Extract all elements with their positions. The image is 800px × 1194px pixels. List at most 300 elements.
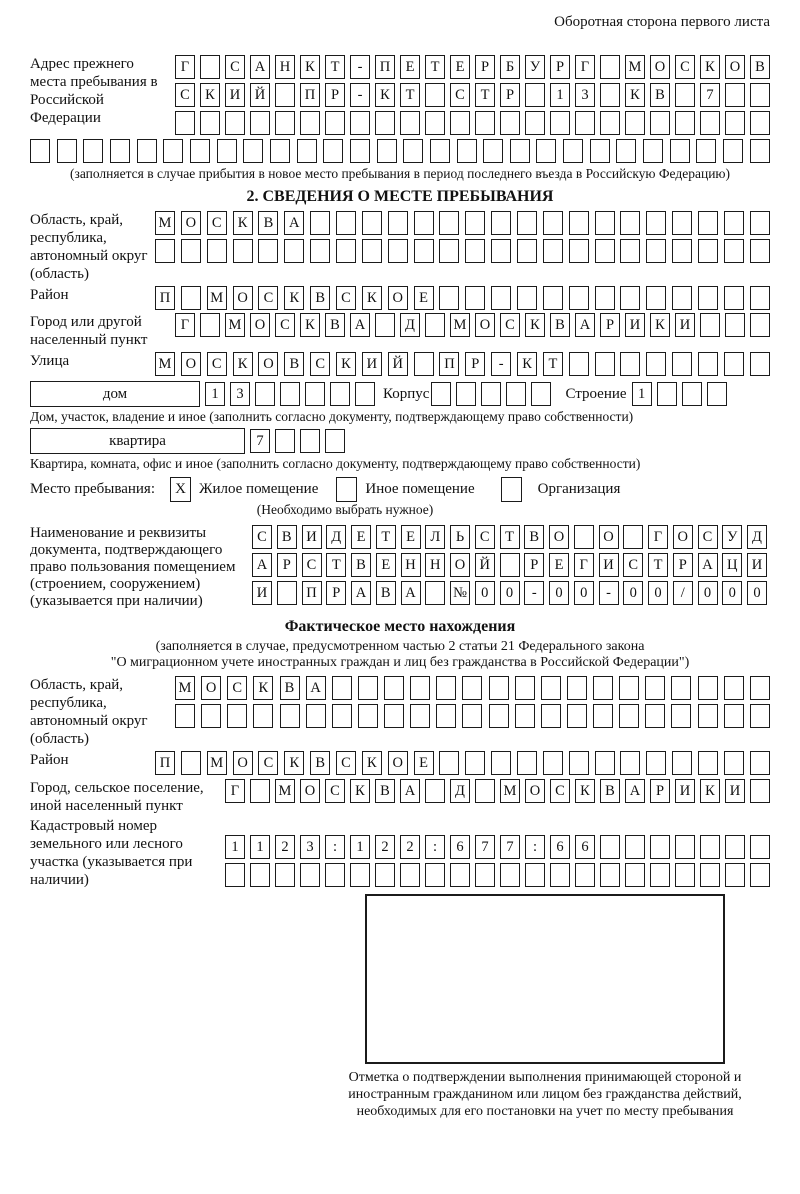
- char-cell[interactable]: [137, 139, 157, 163]
- char-cell[interactable]: [723, 139, 743, 163]
- char-cell[interactable]: [300, 111, 320, 135]
- char-cell[interactable]: [201, 704, 221, 728]
- char-cell[interactable]: [543, 751, 563, 775]
- char-cell[interactable]: 1: [205, 382, 225, 406]
- char-cell[interactable]: [277, 581, 297, 605]
- char-cell[interactable]: [698, 239, 718, 263]
- char-cell[interactable]: [375, 111, 395, 135]
- char-cell[interactable]: [491, 286, 511, 310]
- char-cell[interactable]: О: [450, 553, 470, 577]
- char-cell[interactable]: О: [388, 286, 408, 310]
- char-cell[interactable]: [724, 676, 744, 700]
- char-cell[interactable]: 3: [300, 835, 320, 859]
- char-cell[interactable]: А: [400, 779, 420, 803]
- char-cell[interactable]: [698, 211, 718, 235]
- char-cell[interactable]: В: [310, 286, 330, 310]
- char-cell[interactable]: [750, 779, 770, 803]
- char-cell[interactable]: [431, 382, 451, 406]
- char-cell[interactable]: [489, 676, 509, 700]
- char-cell[interactable]: [750, 863, 770, 887]
- char-cell[interactable]: К: [362, 751, 382, 775]
- checkbox-other-premises[interactable]: [336, 477, 357, 502]
- char-cell[interactable]: -: [524, 581, 544, 605]
- char-cell[interactable]: [675, 835, 695, 859]
- char-cell[interactable]: И: [675, 313, 695, 337]
- char-cell[interactable]: Г: [648, 525, 668, 549]
- char-cell[interactable]: [698, 751, 718, 775]
- char-cell[interactable]: [670, 139, 690, 163]
- char-cell[interactable]: С: [252, 525, 272, 549]
- char-cell[interactable]: С: [258, 751, 278, 775]
- char-cell[interactable]: 1: [250, 835, 270, 859]
- char-cell[interactable]: Е: [400, 55, 420, 79]
- char-cell[interactable]: [225, 111, 245, 135]
- char-cell[interactable]: Е: [450, 55, 470, 79]
- char-cell[interactable]: 2: [275, 835, 295, 859]
- char-cell[interactable]: Т: [325, 55, 345, 79]
- char-cell[interactable]: К: [253, 676, 273, 700]
- char-cell[interactable]: [517, 239, 537, 263]
- char-cell[interactable]: [750, 352, 770, 376]
- char-cell[interactable]: [388, 239, 408, 263]
- char-cell[interactable]: [462, 704, 482, 728]
- char-cell[interactable]: [300, 863, 320, 887]
- char-cell[interactable]: [462, 676, 482, 700]
- char-cell[interactable]: [750, 286, 770, 310]
- char-cell[interactable]: С: [500, 313, 520, 337]
- char-cell[interactable]: [275, 111, 295, 135]
- char-cell[interactable]: [750, 211, 770, 235]
- char-cell[interactable]: [646, 286, 666, 310]
- char-cell[interactable]: [181, 239, 201, 263]
- char-cell[interactable]: Е: [549, 553, 569, 577]
- char-cell[interactable]: 6: [575, 835, 595, 859]
- char-cell[interactable]: [375, 313, 395, 337]
- char-cell[interactable]: 0: [747, 581, 767, 605]
- char-cell[interactable]: [358, 676, 378, 700]
- char-cell[interactable]: [671, 676, 691, 700]
- char-cell[interactable]: [325, 429, 345, 453]
- char-cell[interactable]: Е: [414, 751, 434, 775]
- char-cell[interactable]: [675, 111, 695, 135]
- char-cell[interactable]: Г: [175, 55, 195, 79]
- char-cell[interactable]: Й: [388, 352, 408, 376]
- char-cell[interactable]: [250, 779, 270, 803]
- char-cell[interactable]: [698, 704, 718, 728]
- char-cell[interactable]: [336, 239, 356, 263]
- char-cell[interactable]: :: [525, 835, 545, 859]
- char-cell[interactable]: [543, 211, 563, 235]
- char-cell[interactable]: П: [155, 286, 175, 310]
- char-cell[interactable]: О: [233, 286, 253, 310]
- char-cell[interactable]: К: [336, 352, 356, 376]
- char-cell[interactable]: [563, 139, 583, 163]
- char-cell[interactable]: С: [336, 751, 356, 775]
- char-cell[interactable]: К: [284, 751, 304, 775]
- char-cell[interactable]: [253, 704, 273, 728]
- char-cell[interactable]: [541, 704, 561, 728]
- char-cell[interactable]: -: [599, 581, 619, 605]
- char-cell[interactable]: К: [300, 313, 320, 337]
- char-cell[interactable]: [297, 139, 317, 163]
- char-cell[interactable]: [163, 139, 183, 163]
- char-cell[interactable]: У: [525, 55, 545, 79]
- char-cell[interactable]: Е: [401, 525, 421, 549]
- char-cell[interactable]: [425, 779, 445, 803]
- char-cell[interactable]: [217, 139, 237, 163]
- char-cell[interactable]: И: [302, 525, 322, 549]
- char-cell[interactable]: [672, 211, 692, 235]
- char-cell[interactable]: [750, 239, 770, 263]
- char-cell[interactable]: 0: [722, 581, 742, 605]
- char-cell[interactable]: Т: [648, 553, 668, 577]
- char-cell[interactable]: [724, 751, 744, 775]
- char-cell[interactable]: [619, 704, 639, 728]
- char-cell[interactable]: [325, 111, 345, 135]
- char-cell[interactable]: М: [450, 313, 470, 337]
- char-cell[interactable]: В: [650, 83, 670, 107]
- char-cell[interactable]: Е: [376, 553, 396, 577]
- char-cell[interactable]: [725, 863, 745, 887]
- char-cell[interactable]: К: [700, 55, 720, 79]
- char-cell[interactable]: [233, 239, 253, 263]
- char-cell[interactable]: [510, 139, 530, 163]
- char-cell[interactable]: 7: [250, 429, 270, 453]
- char-cell[interactable]: 6: [450, 835, 470, 859]
- char-cell[interactable]: О: [201, 676, 221, 700]
- char-cell[interactable]: О: [475, 313, 495, 337]
- char-cell[interactable]: К: [650, 313, 670, 337]
- char-cell[interactable]: [414, 352, 434, 376]
- char-cell[interactable]: [414, 239, 434, 263]
- char-cell[interactable]: Л: [425, 525, 445, 549]
- char-cell[interactable]: [491, 751, 511, 775]
- char-cell[interactable]: [500, 111, 520, 135]
- char-cell[interactable]: [750, 111, 770, 135]
- char-cell[interactable]: [595, 286, 615, 310]
- char-cell[interactable]: [672, 286, 692, 310]
- char-cell[interactable]: [436, 704, 456, 728]
- checkbox-residential[interactable]: X: [170, 477, 191, 502]
- char-cell[interactable]: А: [625, 779, 645, 803]
- char-cell[interactable]: [643, 139, 663, 163]
- char-cell[interactable]: [57, 139, 77, 163]
- char-cell[interactable]: И: [225, 83, 245, 107]
- char-cell[interactable]: С: [336, 286, 356, 310]
- char-cell[interactable]: П: [155, 751, 175, 775]
- char-cell[interactable]: [491, 239, 511, 263]
- char-cell[interactable]: Р: [277, 553, 297, 577]
- char-cell[interactable]: [483, 139, 503, 163]
- char-cell[interactable]: Ц: [722, 553, 742, 577]
- char-cell[interactable]: [543, 239, 563, 263]
- char-cell[interactable]: [675, 863, 695, 887]
- char-cell[interactable]: Т: [400, 83, 420, 107]
- char-cell[interactable]: [83, 139, 103, 163]
- char-cell[interactable]: В: [277, 525, 297, 549]
- char-cell[interactable]: В: [375, 779, 395, 803]
- char-cell[interactable]: [225, 863, 245, 887]
- char-cell[interactable]: [362, 211, 382, 235]
- char-cell[interactable]: С: [227, 676, 247, 700]
- char-cell[interactable]: [330, 382, 350, 406]
- char-cell[interactable]: [275, 83, 295, 107]
- char-cell[interactable]: [700, 835, 720, 859]
- char-cell[interactable]: [350, 863, 370, 887]
- char-cell[interactable]: [569, 239, 589, 263]
- char-cell[interactable]: [616, 139, 636, 163]
- char-cell[interactable]: [280, 704, 300, 728]
- char-cell[interactable]: М: [155, 211, 175, 235]
- char-cell[interactable]: [541, 676, 561, 700]
- char-cell[interactable]: О: [258, 352, 278, 376]
- char-cell[interactable]: И: [599, 553, 619, 577]
- char-cell[interactable]: И: [252, 581, 272, 605]
- char-cell[interactable]: [439, 211, 459, 235]
- char-cell[interactable]: [250, 863, 270, 887]
- char-cell[interactable]: [323, 139, 343, 163]
- char-cell[interactable]: [517, 286, 537, 310]
- char-cell[interactable]: [325, 863, 345, 887]
- char-cell[interactable]: [682, 382, 702, 406]
- char-cell[interactable]: Р: [673, 553, 693, 577]
- char-cell[interactable]: 1: [225, 835, 245, 859]
- char-cell[interactable]: [362, 239, 382, 263]
- char-cell[interactable]: [646, 239, 666, 263]
- char-cell[interactable]: [350, 139, 370, 163]
- char-cell[interactable]: С: [175, 83, 195, 107]
- char-cell[interactable]: [465, 239, 485, 263]
- char-cell[interactable]: [388, 211, 408, 235]
- char-cell[interactable]: [403, 139, 423, 163]
- char-cell[interactable]: 7: [700, 83, 720, 107]
- char-cell[interactable]: [724, 286, 744, 310]
- char-cell[interactable]: [531, 382, 551, 406]
- char-cell[interactable]: [384, 676, 404, 700]
- char-cell[interactable]: [698, 676, 718, 700]
- char-cell[interactable]: Е: [414, 286, 434, 310]
- char-cell[interactable]: [575, 863, 595, 887]
- char-cell[interactable]: [575, 111, 595, 135]
- char-cell[interactable]: Й: [475, 553, 495, 577]
- char-cell[interactable]: [625, 863, 645, 887]
- char-cell[interactable]: [306, 704, 326, 728]
- char-cell[interactable]: [567, 676, 587, 700]
- checkbox-organization[interactable]: [501, 477, 522, 502]
- char-cell[interactable]: П: [300, 83, 320, 107]
- char-cell[interactable]: М: [225, 313, 245, 337]
- char-cell[interactable]: [750, 676, 770, 700]
- char-cell[interactable]: Р: [475, 55, 495, 79]
- char-cell[interactable]: Б: [500, 55, 520, 79]
- char-cell[interactable]: :: [425, 835, 445, 859]
- char-cell[interactable]: [305, 382, 325, 406]
- char-cell[interactable]: С: [207, 211, 227, 235]
- char-cell[interactable]: 0: [648, 581, 668, 605]
- char-cell[interactable]: [481, 382, 501, 406]
- char-cell[interactable]: 2: [400, 835, 420, 859]
- char-cell[interactable]: О: [388, 751, 408, 775]
- char-cell[interactable]: [620, 352, 640, 376]
- char-cell[interactable]: М: [207, 751, 227, 775]
- char-cell[interactable]: Т: [475, 83, 495, 107]
- char-cell[interactable]: [569, 751, 589, 775]
- char-cell[interactable]: [750, 751, 770, 775]
- char-cell[interactable]: В: [310, 751, 330, 775]
- char-cell[interactable]: К: [300, 55, 320, 79]
- char-cell[interactable]: [243, 139, 263, 163]
- char-cell[interactable]: П: [375, 55, 395, 79]
- char-cell[interactable]: О: [300, 779, 320, 803]
- char-cell[interactable]: [750, 83, 770, 107]
- char-cell[interactable]: [425, 581, 445, 605]
- char-cell[interactable]: [724, 211, 744, 235]
- char-cell[interactable]: С: [475, 525, 495, 549]
- char-cell[interactable]: В: [258, 211, 278, 235]
- char-cell[interactable]: [207, 239, 227, 263]
- char-cell[interactable]: [698, 352, 718, 376]
- char-cell[interactable]: К: [362, 286, 382, 310]
- char-cell[interactable]: [200, 111, 220, 135]
- char-cell[interactable]: 0: [475, 581, 495, 605]
- char-cell[interactable]: [517, 751, 537, 775]
- char-cell[interactable]: [672, 352, 692, 376]
- char-cell[interactable]: К: [700, 779, 720, 803]
- char-cell[interactable]: №: [450, 581, 470, 605]
- char-cell[interactable]: [350, 111, 370, 135]
- char-cell[interactable]: [258, 239, 278, 263]
- char-cell[interactable]: И: [625, 313, 645, 337]
- char-cell[interactable]: Р: [500, 83, 520, 107]
- char-cell[interactable]: К: [375, 83, 395, 107]
- char-cell[interactable]: [355, 382, 375, 406]
- char-cell[interactable]: О: [233, 751, 253, 775]
- char-cell[interactable]: [200, 313, 220, 337]
- char-cell[interactable]: [255, 382, 275, 406]
- char-cell[interactable]: [436, 676, 456, 700]
- char-cell[interactable]: [475, 779, 495, 803]
- char-cell[interactable]: [600, 55, 620, 79]
- char-cell[interactable]: [725, 83, 745, 107]
- char-cell[interactable]: [725, 835, 745, 859]
- char-cell[interactable]: [465, 286, 485, 310]
- char-cell[interactable]: О: [250, 313, 270, 337]
- char-cell[interactable]: [600, 863, 620, 887]
- char-cell[interactable]: [506, 382, 526, 406]
- char-cell[interactable]: А: [250, 55, 270, 79]
- char-cell[interactable]: С: [225, 55, 245, 79]
- char-cell[interactable]: [620, 751, 640, 775]
- char-cell[interactable]: С: [675, 55, 695, 79]
- char-cell[interactable]: [517, 211, 537, 235]
- char-cell[interactable]: [600, 111, 620, 135]
- char-cell[interactable]: П: [439, 352, 459, 376]
- char-cell[interactable]: М: [175, 676, 195, 700]
- char-cell[interactable]: [675, 83, 695, 107]
- char-cell[interactable]: С: [275, 313, 295, 337]
- char-cell[interactable]: [550, 111, 570, 135]
- char-cell[interactable]: [569, 211, 589, 235]
- char-cell[interactable]: [650, 111, 670, 135]
- char-cell[interactable]: С: [450, 83, 470, 107]
- char-cell[interactable]: [457, 139, 477, 163]
- char-cell[interactable]: [384, 704, 404, 728]
- char-cell[interactable]: [280, 382, 300, 406]
- char-cell[interactable]: А: [351, 581, 371, 605]
- char-cell[interactable]: [567, 704, 587, 728]
- char-cell[interactable]: [698, 286, 718, 310]
- char-cell[interactable]: В: [325, 313, 345, 337]
- char-cell[interactable]: [595, 352, 615, 376]
- char-cell[interactable]: В: [750, 55, 770, 79]
- char-cell[interactable]: [175, 111, 195, 135]
- char-cell[interactable]: И: [747, 553, 767, 577]
- char-cell[interactable]: Р: [325, 83, 345, 107]
- char-cell[interactable]: [275, 429, 295, 453]
- char-cell[interactable]: [414, 211, 434, 235]
- char-cell[interactable]: [623, 525, 643, 549]
- char-cell[interactable]: [450, 111, 470, 135]
- char-cell[interactable]: 7: [475, 835, 495, 859]
- char-cell[interactable]: [550, 863, 570, 887]
- char-cell[interactable]: С: [310, 352, 330, 376]
- char-cell[interactable]: А: [306, 676, 326, 700]
- char-cell[interactable]: [425, 83, 445, 107]
- char-cell[interactable]: [465, 211, 485, 235]
- char-cell[interactable]: -: [350, 55, 370, 79]
- char-cell[interactable]: [430, 139, 450, 163]
- char-cell[interactable]: [724, 239, 744, 263]
- char-cell[interactable]: [650, 835, 670, 859]
- char-cell[interactable]: М: [500, 779, 520, 803]
- char-cell[interactable]: О: [673, 525, 693, 549]
- char-cell[interactable]: [332, 704, 352, 728]
- char-cell[interactable]: [645, 704, 665, 728]
- char-cell[interactable]: [200, 55, 220, 79]
- char-cell[interactable]: [619, 676, 639, 700]
- char-cell[interactable]: К: [575, 779, 595, 803]
- char-cell[interactable]: [646, 352, 666, 376]
- char-cell[interactable]: [439, 751, 459, 775]
- char-cell[interactable]: [175, 704, 195, 728]
- char-cell[interactable]: 0: [500, 581, 520, 605]
- char-cell[interactable]: [332, 676, 352, 700]
- char-cell[interactable]: [110, 139, 130, 163]
- char-cell[interactable]: [525, 111, 545, 135]
- char-cell[interactable]: А: [698, 553, 718, 577]
- char-cell[interactable]: [300, 429, 320, 453]
- char-cell[interactable]: О: [181, 211, 201, 235]
- char-cell[interactable]: [456, 382, 476, 406]
- char-cell[interactable]: [515, 676, 535, 700]
- char-cell[interactable]: [410, 704, 430, 728]
- char-cell[interactable]: А: [252, 553, 272, 577]
- char-cell[interactable]: Р: [524, 553, 544, 577]
- char-cell[interactable]: Е: [351, 525, 371, 549]
- char-cell[interactable]: [375, 863, 395, 887]
- char-cell[interactable]: [600, 83, 620, 107]
- char-cell[interactable]: Т: [543, 352, 563, 376]
- char-cell[interactable]: К: [233, 352, 253, 376]
- char-cell[interactable]: [593, 676, 613, 700]
- char-cell[interactable]: 7: [500, 835, 520, 859]
- char-cell[interactable]: -: [350, 83, 370, 107]
- char-cell[interactable]: С: [258, 286, 278, 310]
- char-cell[interactable]: Д: [400, 313, 420, 337]
- char-cell[interactable]: [657, 382, 677, 406]
- char-cell[interactable]: [569, 286, 589, 310]
- char-cell[interactable]: /: [673, 581, 693, 605]
